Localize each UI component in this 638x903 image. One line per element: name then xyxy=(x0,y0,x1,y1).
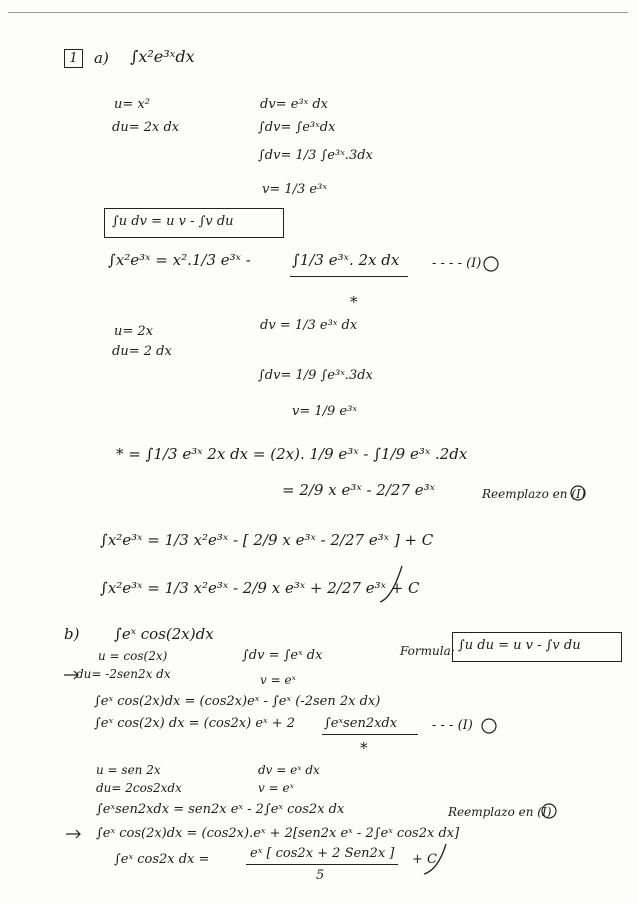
final-constant: + C xyxy=(412,852,437,867)
sub1-int-dv-2: ∫dv= 1/3 ∫e³ˣ.3dx xyxy=(258,148,373,163)
step1-star: * xyxy=(350,293,358,311)
arrow-mark-1 xyxy=(64,671,78,679)
part-b-u: u = cos(2x) xyxy=(98,649,168,663)
part-b-sub-u: u = sen 2x xyxy=(96,763,161,777)
final-left: ∫eˣ cos2x dx = xyxy=(114,852,210,867)
result-end-stroke-b xyxy=(424,844,446,874)
arrow-mark-2 xyxy=(66,830,80,838)
sub2-u: u= 2x xyxy=(114,324,153,339)
step1-mark: - - - - (I) xyxy=(432,256,482,271)
replace-note-a: Reemplazo en (I) xyxy=(482,487,586,501)
final-denominator: 5 xyxy=(316,868,325,883)
problem-number-box: 1 xyxy=(64,49,83,68)
part-b-v: v = eˣ xyxy=(260,673,296,687)
part-b-sub-du: du= 2cos2xdx xyxy=(96,781,182,795)
circle-mark-a2 xyxy=(571,486,585,500)
part-b-line-1: ∫eˣ cos(2x)dx = (cos2x)eˣ - ∫eˣ (-2sen 2x dx) xyxy=(94,694,381,709)
step1-integral: ∫1/3 e³ˣ. 2x dx xyxy=(292,251,400,269)
sub1-du: du= 2x dx xyxy=(112,120,180,135)
star-line-1: * = ∫1/3 e³ˣ 2x dx = (2x). 1/9 e³ˣ - ∫1/9 e³ˣ .2dx xyxy=(116,445,468,463)
part-b-du: du= -2sen2x dx xyxy=(76,667,171,681)
circle-mark-a1 xyxy=(484,257,498,271)
circle-mark-b1 xyxy=(482,719,496,733)
part-b-dv: ∫dv = ∫eˣ dx xyxy=(242,648,323,663)
part-b-line-2-mark: - - - (I) xyxy=(432,718,473,733)
formula-label: Formula: xyxy=(400,644,455,658)
result-line-2: ∫x²e³ˣ = 1/3 x²e³ˣ - 2/9 x e³ˣ + 2/27 e³ˣ + C xyxy=(100,579,420,597)
star-line-2: = 2/9 x e³ˣ - 2/27 e³ˣ xyxy=(282,481,435,499)
part-a-label: a) xyxy=(94,49,109,67)
part-a-integral: ∫x²e³ˣdx xyxy=(130,47,195,66)
sub1-u: u= x² xyxy=(114,97,150,112)
sub1-dv: dv= e³ˣ dx xyxy=(260,97,328,112)
sub1-v: v= 1/3 e³ˣ xyxy=(262,182,327,197)
part-b-line-4: ∫eˣ cos(2x)dx = (cos2x).eˣ + 2[sen2x eˣ - 2∫eˣ cos2x dx] xyxy=(96,826,460,841)
circle-mark-b2 xyxy=(542,804,556,818)
step1-left: ∫x²e³ˣ = x².1/3 e³ˣ - xyxy=(108,251,251,269)
part-b-integral: ∫eˣ cos(2x)dx xyxy=(114,625,214,643)
part-b-line-2-integral: ∫eˣsen2xdx xyxy=(324,716,398,731)
sub1-int-dv: ∫dv= ∫e³ˣdx xyxy=(258,120,336,135)
part-b-sub-v: v = eˣ xyxy=(258,781,294,795)
part-b-line-2-left: ∫eˣ cos(2x) dx = (cos2x) eˣ + 2 xyxy=(94,716,296,731)
result-line-1: ∫x²e³ˣ = 1/3 x²e³ˣ - [ 2/9 x e³ˣ - 2/27 e³ˣ ] + C xyxy=(100,531,434,549)
sub2-v: v= 1/9 e³ˣ xyxy=(292,404,357,419)
part-b-sub-dv: dv = eˣ dx xyxy=(258,763,320,777)
parts-formula: ∫u dv = u v - ∫v du xyxy=(112,214,234,229)
replace-note-b: Reemplazo en (I) xyxy=(448,805,552,819)
result-end-stroke-a xyxy=(380,566,402,602)
final-numerator: eˣ [ cos2x + 2 Sen2x ] xyxy=(250,846,395,861)
sub2-du: du= 2 dx xyxy=(112,344,172,359)
sub2-dv: dv = 1/3 e³ˣ dx xyxy=(260,318,358,333)
part-b-label: b) xyxy=(64,625,80,643)
part-b-star: * xyxy=(360,739,368,757)
formula-b: ∫u du = u v - ∫v du xyxy=(458,638,581,653)
part-b-line-3: ∫eˣsen2xdx = sen2x eˣ - 2∫eˣ cos2x dx xyxy=(96,802,345,817)
sub2-int-dv: ∫dv= 1/9 ∫e³ˣ.3dx xyxy=(258,368,373,383)
